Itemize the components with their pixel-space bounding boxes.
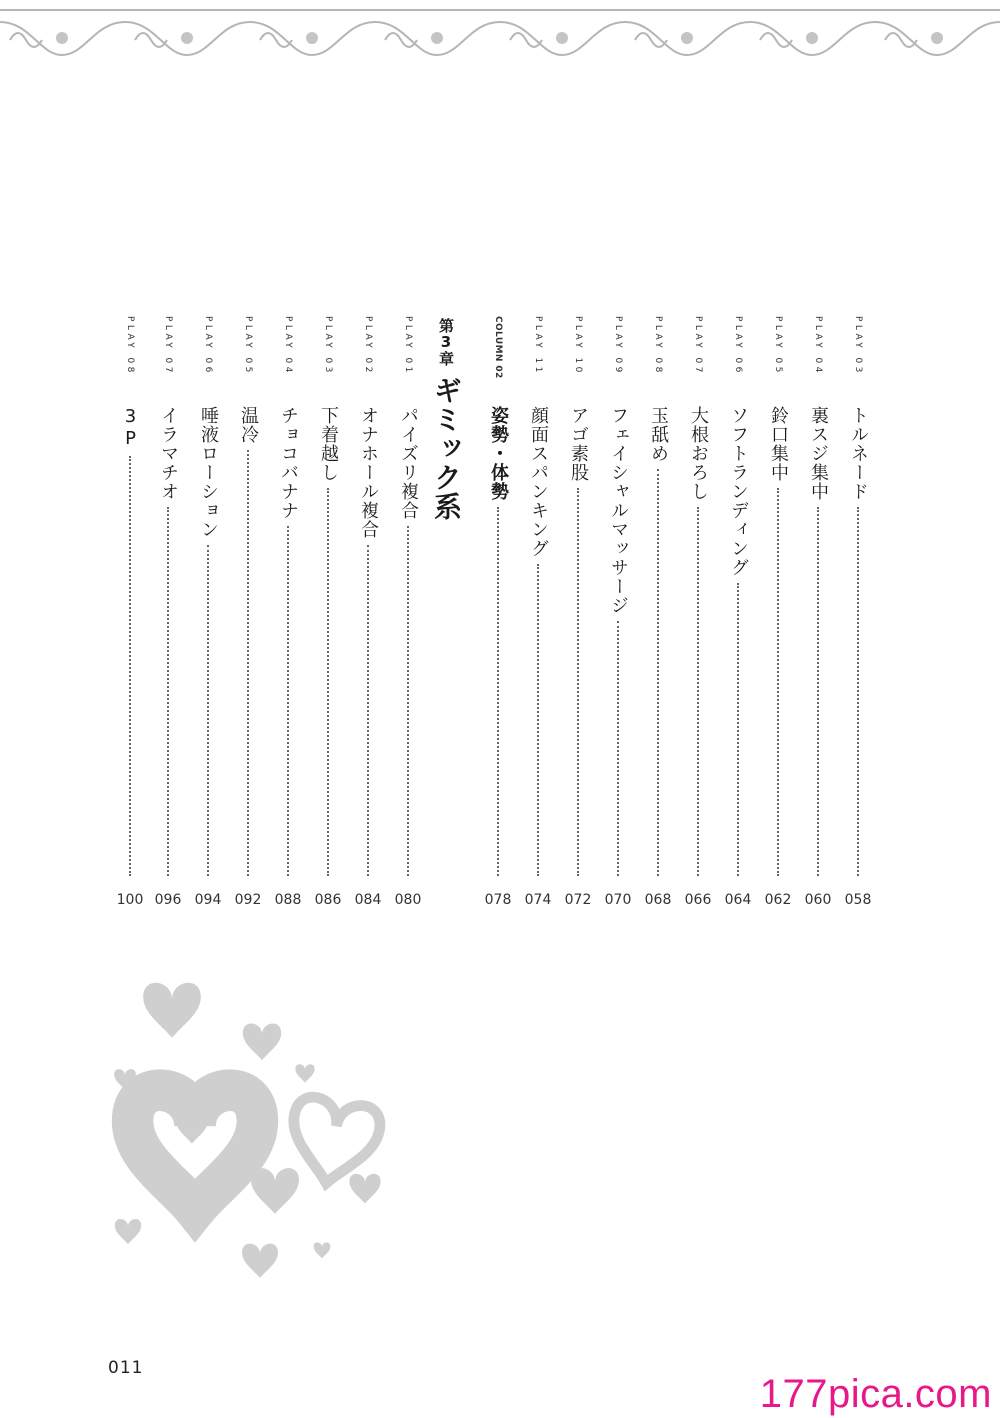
toc-entry[interactable] [520,316,556,916]
dot-leader [407,526,409,876]
watermark: 177pica.com [759,1372,992,1416]
dot-leader [367,545,369,876]
dot-leader [697,507,699,876]
entry-page: 064 [724,892,752,908]
toc-entry[interactable] [270,316,306,916]
lace-swirl [10,33,42,47]
lace-swirl [135,33,167,47]
entry-label: PLAY 08 [125,316,135,376]
lace-swirl [635,33,667,47]
lace-dot [181,32,193,44]
lace-border [0,0,1000,70]
lace-dot [56,32,68,44]
chapter-title: ギミック系 [430,376,463,521]
toc-entry[interactable] [840,316,876,916]
entry-page: 096 [154,892,182,908]
entry-title: 温冷 [238,406,259,444]
lace-dot [431,32,443,44]
entry-page: 080 [394,892,422,908]
entry-page: 070 [604,892,632,908]
dot-leader [817,507,819,876]
entry-label: PLAY 03 [323,316,333,376]
page-number: 011 [108,1358,144,1378]
dot-leader [207,545,209,876]
entry-label: PLAY 07 [163,316,173,376]
toc-entry[interactable] [390,316,426,916]
entry-label: COLUMN 02 [493,316,503,379]
entry-label: PLAY 08 [653,316,663,376]
lace-swirl [260,33,292,47]
dot-leader [167,507,169,876]
chapter-number: 第3章 [437,318,455,366]
entry-label: PLAY 05 [773,316,783,376]
entry-page: 066 [684,892,712,908]
entry-title: パイズリ複合 [398,406,419,520]
toc-entry[interactable] [350,316,386,916]
entry-title: チョコバナナ [278,406,299,520]
toc-entry[interactable] [680,316,716,916]
entry-page: 092 [234,892,262,908]
dot-leader [577,488,579,876]
lace-dot [556,32,568,44]
entry-title: トルネード [848,406,869,501]
entry-label: PLAY 06 [733,316,743,376]
entry-page: 094 [194,892,222,908]
lace-dot [306,32,318,44]
lace-dot [806,32,818,44]
dot-leader [247,450,249,876]
lace-swirl [385,33,417,47]
entry-page: 086 [314,892,342,908]
entry-page: 088 [274,892,302,908]
entry-title: 唾液ローション [198,406,219,539]
entry-label: PLAY 05 [243,316,253,376]
entry-page: 084 [354,892,382,908]
entry-title: ソフトランディング [728,406,749,577]
dot-leader [129,456,131,876]
dot-leader [617,621,619,876]
entry-page: 058 [844,892,872,908]
toc-entry[interactable] [560,316,596,916]
toc-entry[interactable] [640,316,676,916]
entry-label: PLAY 11 [533,316,543,376]
toc-entry[interactable] [150,316,186,916]
entry-title: 裏スジ集中 [808,406,829,501]
toc-entry[interactable] [230,316,266,916]
entry-label: PLAY 07 [693,316,703,376]
entry-label: PLAY 06 [203,316,213,376]
entry-title: 顔面スパンキング [528,406,549,558]
entry-title: フェイシャルマッサージ [608,406,629,615]
entry-title: 玉舐め [648,406,669,463]
entry-page: 074 [524,892,552,908]
entry-title: 大根おろし [688,406,709,501]
lace-swirl [510,33,542,47]
entry-title: オナホール複合 [358,406,379,539]
entry-page: 078 [484,892,512,908]
heart-cluster [100,975,400,1295]
entry-label: PLAY 04 [283,316,293,376]
entry-label: PLAY 04 [813,316,823,376]
chapter-heading [428,316,464,916]
entry-page: 068 [644,892,672,908]
entry-title: 下着越し [318,406,339,482]
entry-label: PLAY 02 [363,316,373,376]
toc-entry[interactable] [760,316,796,916]
entry-title: イラマチオ [158,406,179,501]
toc-entry[interactable] [112,316,148,916]
toc-entry[interactable] [190,316,226,916]
entry-page: 100 [116,892,144,908]
entry-page: 060 [804,892,832,908]
dot-leader [287,526,289,876]
entry-title: 3P [120,406,141,450]
entry-title: 姿勢・体勢 [488,406,509,501]
dot-leader [737,583,739,876]
lace-dot [931,32,943,44]
dot-leader [497,507,499,876]
entry-page: 072 [564,892,592,908]
dot-leader [857,507,859,876]
toc-entry[interactable] [310,316,346,916]
entry-title: 鈴口集中 [768,406,789,482]
toc-entry[interactable] [720,316,756,916]
entry-label: PLAY 09 [613,316,623,376]
entry-label: PLAY 10 [573,316,583,376]
dot-leader [327,488,329,876]
dot-leader [777,488,779,876]
table-of-contents [100,316,900,916]
entry-page: 062 [764,892,792,908]
toc-entry[interactable] [800,316,836,916]
entry-label: PLAY 01 [403,316,413,376]
dot-leader [657,469,659,876]
lace-swirl [760,33,792,47]
entry-title: アゴ素股 [568,406,589,482]
toc-entry[interactable] [480,316,516,916]
lace-swirl [885,33,917,47]
lace-dot [681,32,693,44]
toc-entry[interactable] [600,316,636,916]
dot-leader [537,564,539,876]
entry-label: PLAY 03 [853,316,863,376]
